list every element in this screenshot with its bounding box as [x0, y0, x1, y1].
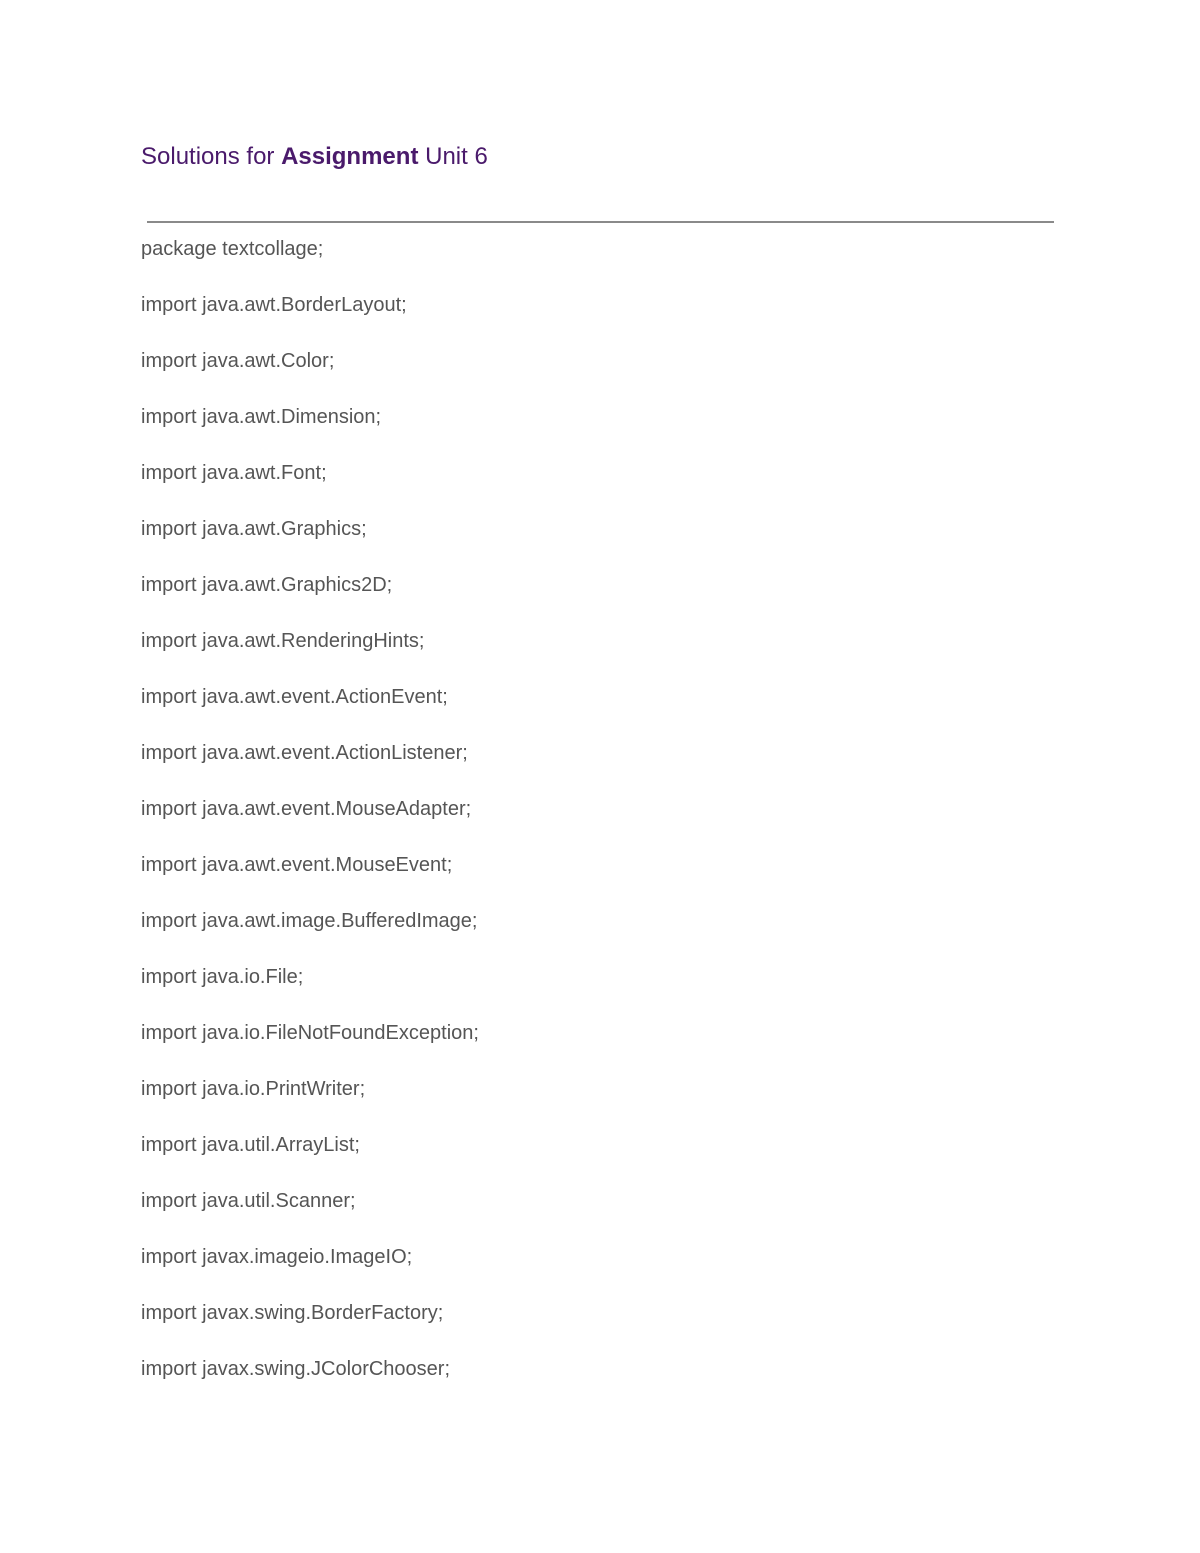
title-suffix: Unit 6	[418, 143, 488, 170]
title-prefix: Solutions for	[141, 143, 282, 170]
code-line: import java.awt.Dimension;	[141, 406, 382, 428]
code-line: import java.awt.event.ActionEvent;	[141, 686, 448, 708]
code-line: import java.awt.event.MouseEvent;	[141, 854, 453, 876]
code-line: import java.awt.Font;	[141, 462, 327, 484]
code-line: import java.util.ArrayList;	[141, 1134, 360, 1156]
code-line: import javax.imageio.ImageIO;	[141, 1246, 413, 1268]
code-line: import java.awt.event.MouseAdapter;	[141, 798, 472, 820]
code-line: import java.io.PrintWriter;	[141, 1078, 366, 1100]
code-line: import java.awt.Color;	[141, 350, 335, 372]
code-line: import java.awt.image.BufferedImage;	[141, 910, 478, 932]
code-line: import java.awt.Graphics2D;	[141, 574, 393, 596]
code-line: import javax.swing.BorderFactory;	[141, 1302, 444, 1324]
code-line: package textcollage;	[141, 238, 324, 260]
code-line: import java.awt.Graphics;	[141, 518, 367, 540]
code-line: import java.awt.event.ActionListener;	[141, 742, 468, 764]
code-listing	[141, 232, 479, 1408]
code-line: import java.awt.RenderingHints;	[141, 630, 425, 652]
code-line: import java.awt.BorderLayout;	[141, 294, 407, 316]
code-line: import java.io.FileNotFoundException;	[141, 1022, 479, 1044]
title-emphasis: Assignment	[281, 143, 419, 170]
code-line: import javax.swing.JColorChooser;	[141, 1358, 451, 1380]
page-title	[141, 140, 488, 174]
title-divider	[147, 221, 1054, 223]
code-line: import java.io.File;	[141, 966, 304, 988]
code-line: import java.util.Scanner;	[141, 1190, 356, 1212]
